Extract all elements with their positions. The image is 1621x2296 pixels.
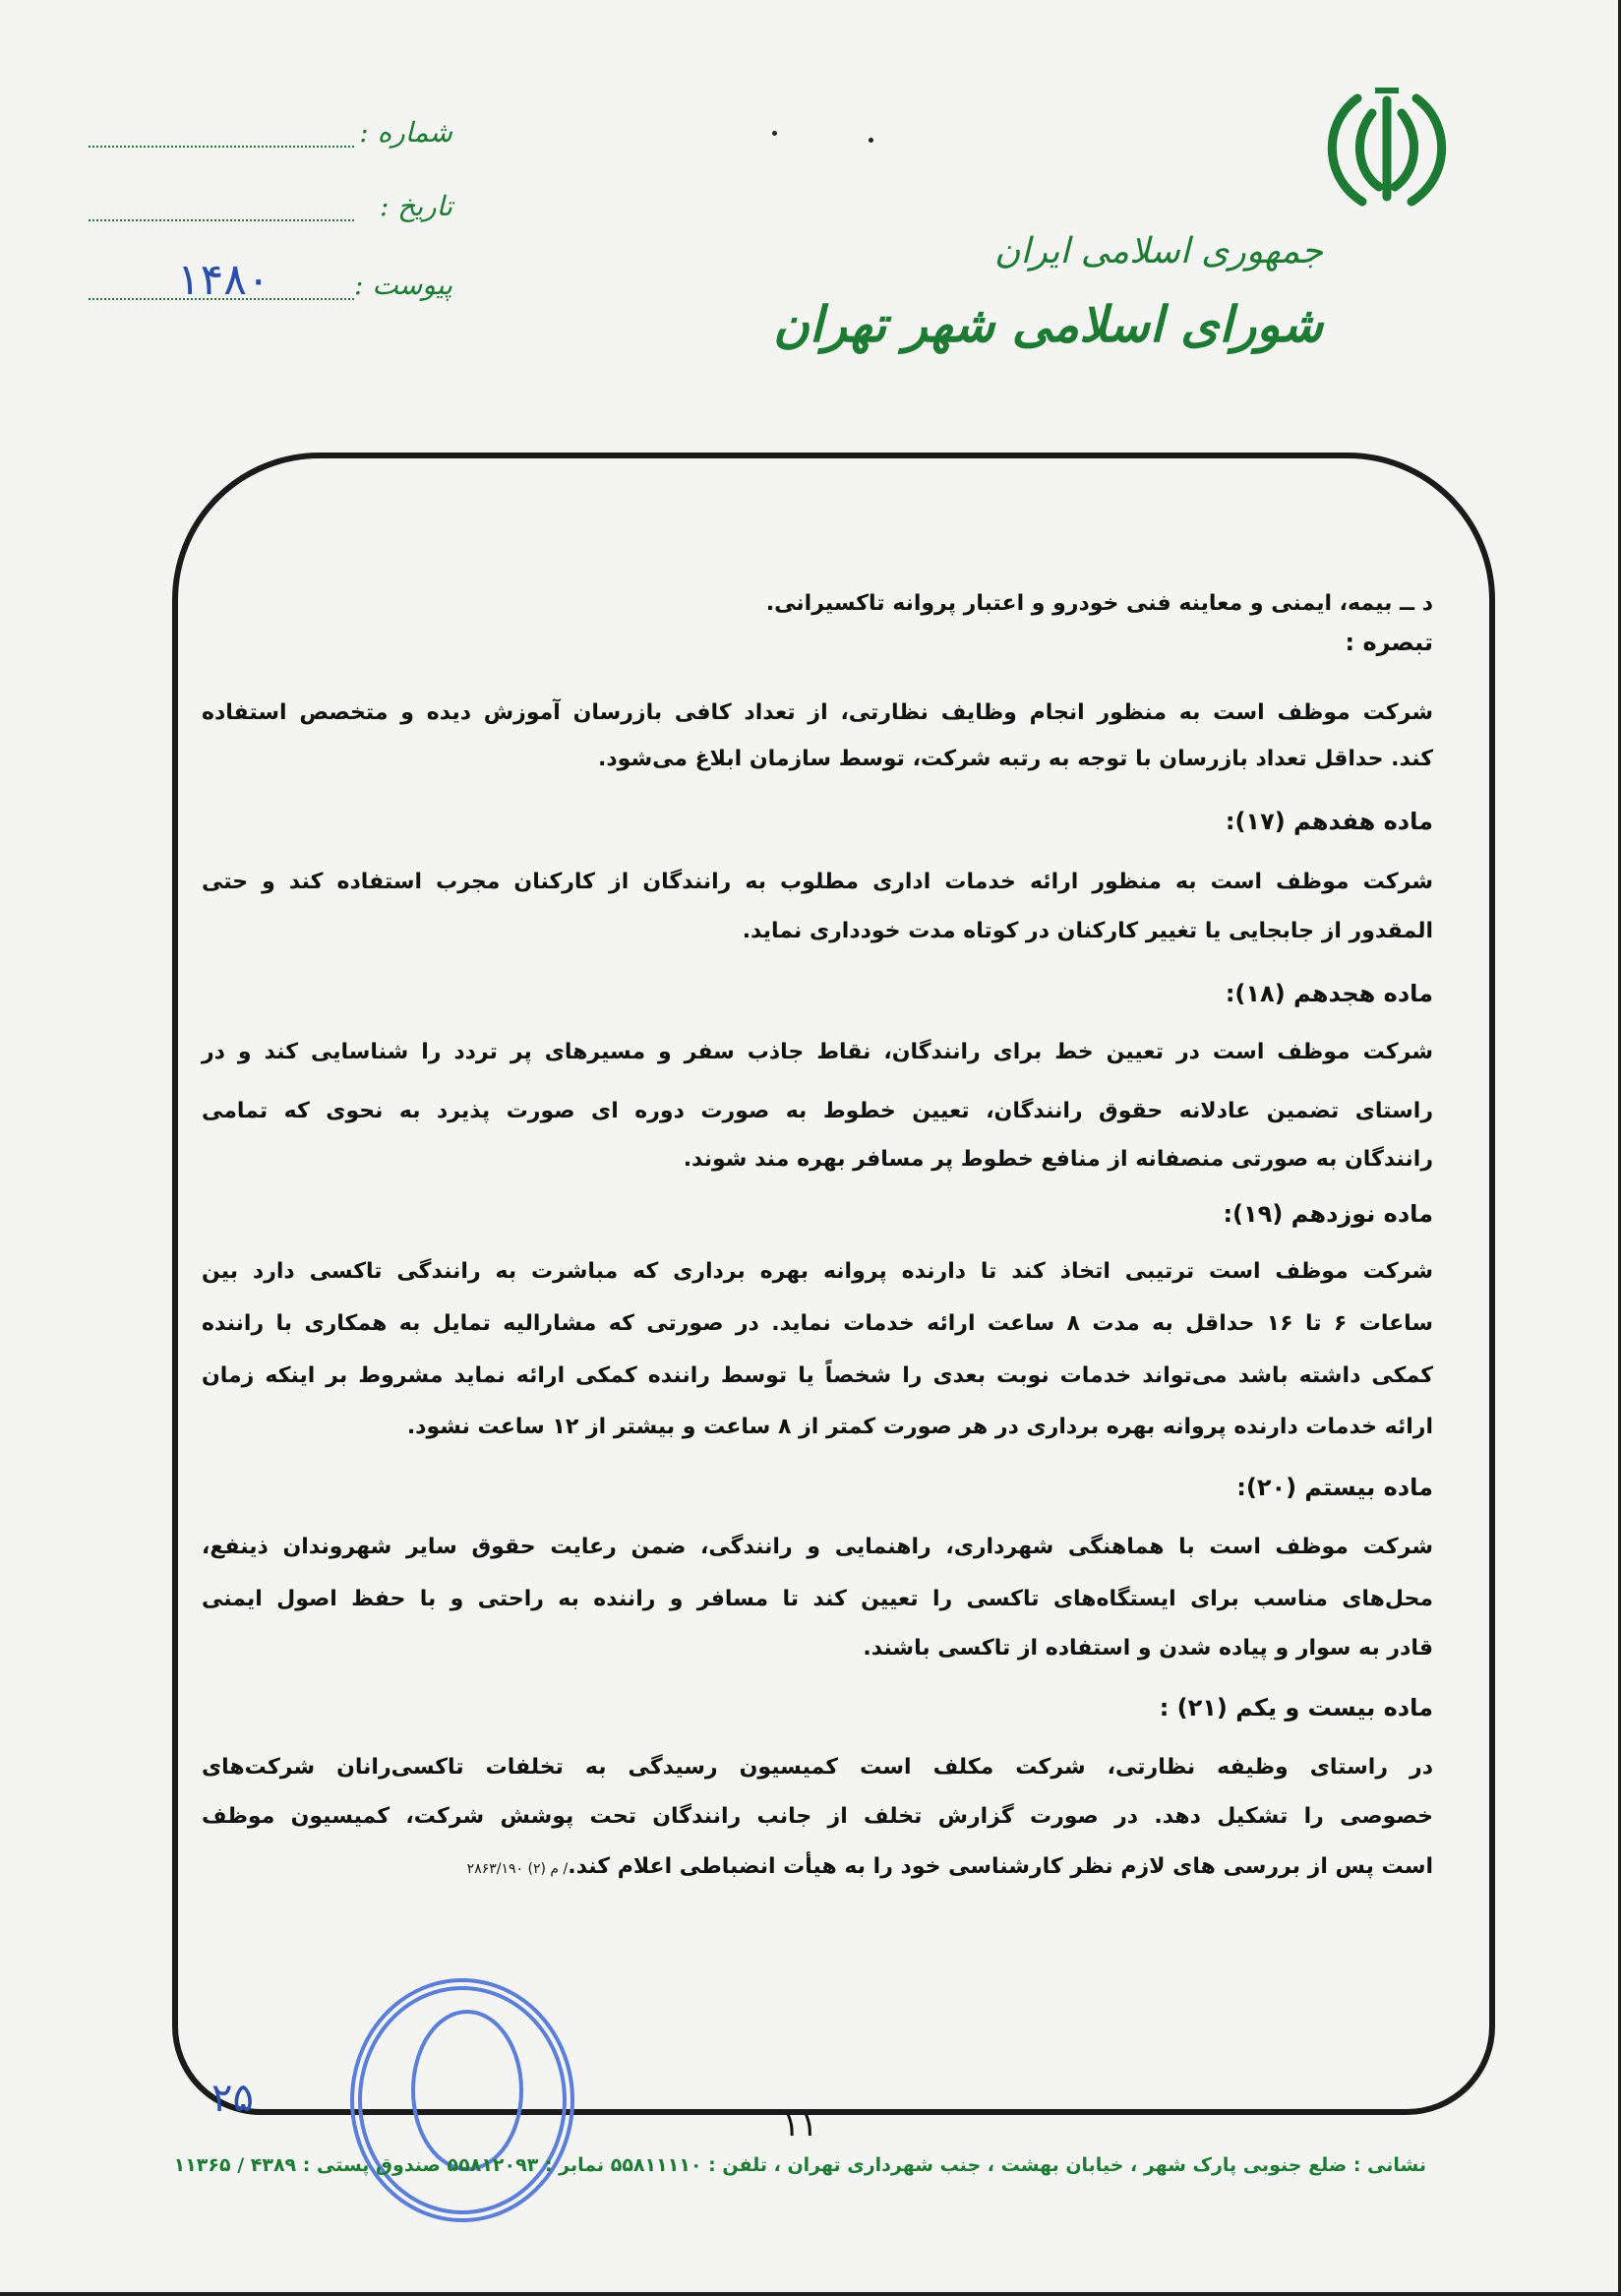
line-text: ماده هجدهم (۱۸): <box>1225 980 1433 1007</box>
line-text: کمکی داشته باشد می‌تواند خدمات نوبت بعدی را شخصاً یا توسط راننده کمکی ارائه نماید مشروط بر اینکه زمان <box>202 1363 1433 1388</box>
body-line <box>202 1751 1433 1800</box>
attachment-label: پیوست : <box>354 269 452 301</box>
line-text: شرکت موظف است به منظور ارائه خدمات اداری مطلوب به رانندگان از کارکنان مجرب استفاده کند و حتی <box>202 870 1433 894</box>
scan-speck <box>772 131 777 136</box>
body-line <box>202 1850 1433 1900</box>
body-line <box>202 1143 1433 1197</box>
line-text: محل‌های مناسب برای ایستگاه‌های تاکسی را تعیین کند تا مسافر و راننده به راحتی و با حفظ اصول ایمنی <box>202 1587 1433 1611</box>
line-text: قادر به سوار و پیاده شدن و استفاده از تاکسی باشند. <box>863 1636 1433 1661</box>
handwritten-number: ۲۵ <box>211 2076 254 2121</box>
body-line <box>202 1411 1433 1471</box>
attachment-field <box>89 255 452 308</box>
body-line <box>202 1307 1433 1359</box>
line-text: شرکت موظف است به منظور انجام وظایف نظارتی، از تعداد کافی بازرسان آموزش دیده و متخصص استفاده <box>202 700 1433 725</box>
line-text: ماده نوزدهم (۱۹): <box>1223 1200 1433 1228</box>
page-number: ۱۱ <box>782 2105 818 2145</box>
date-field <box>89 190 452 229</box>
line-text: شرکت موظف است در تعیین خط برای رانندگان، نقاط جاذب سفر و مسیرهای پر تردد را شناسایی کند و در <box>202 1040 1433 1064</box>
body-line <box>202 1531 1433 1583</box>
body-line <box>202 696 1433 743</box>
body-line <box>202 1583 1433 1632</box>
article-heading <box>202 1471 1433 1531</box>
body-line <box>202 915 1433 977</box>
body-line <box>202 1632 1433 1691</box>
article-heading <box>202 1691 1433 1751</box>
line-text: ماده هفدهم (۱۷): <box>1225 808 1433 835</box>
body-line <box>202 866 1433 915</box>
line-text: المقدور از جابجایی یا تغییر کارکنان در کوتاه مدت خودداری نماید. <box>742 919 1433 943</box>
article-heading <box>202 805 1433 866</box>
council-name: شورای اسلامی شهر تهران <box>773 295 1323 353</box>
line-text: ماده بیستم (۲۰): <box>1236 1474 1433 1501</box>
country-name: جمهوری اسلامی ایران <box>994 231 1323 272</box>
attachment-value: ۱۴۸۰ <box>177 255 270 305</box>
date-label: تاریخ : <box>379 190 452 222</box>
line-text: تبصره : <box>1345 629 1433 656</box>
article-heading <box>202 977 1433 1036</box>
date-dotted-line <box>89 219 354 221</box>
body-line <box>202 743 1433 805</box>
body-line <box>202 587 1433 626</box>
council-stamp-icon <box>344 1972 580 2228</box>
body-line <box>202 1800 1433 1850</box>
line-text: است پس از بررسی های لازم نظر کارشناسی خود را به هیأت انضباطی اعلام کند. <box>568 1854 1433 1879</box>
line-text: ارائه خدمات دارنده پروانه بهره برداری در هر صورت کمتر از ۸ ساعت و بیشتر از ۱۲ ساعت نشود. <box>406 1415 1433 1439</box>
line-text: خصوصی را تشکیل دهد. در صورت گزارش تخلف از جانب رانندگان تحت پوشش شرکت، کمیسیون موظف <box>202 1804 1433 1829</box>
article-heading <box>202 626 1433 696</box>
body-line <box>202 1359 1433 1411</box>
footer-address: نشانی : ضلع جنوبی پارک شهر ، خیابان بهشت ، جنب شهرداری تهران ، تلفن : ۵۵۸۱۱۱۱۰ نمابر : ۵۵۸۱۲۰۹۳ صندوق پستی : ۴۳۸۹ / ۱۱۳۶۵ <box>173 2154 1426 2176</box>
line-text: ساعات ۶ تا ۱۶ حداقل به مدت ۸ ساعت ارائه خدمات نماید. در صورتی که مشارالیه تمایل به همکاری با راننده <box>202 1311 1434 1336</box>
reference-code: / م (۲) ۲۸۶۳/۱۹۰ <box>466 1861 569 1877</box>
number-field <box>89 116 452 155</box>
line-text: شرکت موظف است ترتیبی اتخاذ کند تا دارنده پروانه بهره برداری که مباشرت به رانندگی تاکسی دارد بین <box>202 1259 1433 1284</box>
body-text <box>202 587 1433 1900</box>
iran-emblem-icon <box>1318 79 1456 216</box>
line-text: رانندگان به صورتی منصفانه از منافع خطوط پر مسافر بهره مند شوند. <box>683 1147 1433 1172</box>
line-text: ماده بیست و یکم (۲۱) : <box>1159 1694 1433 1722</box>
number-dotted-line <box>89 146 354 148</box>
body-line <box>202 1255 1433 1307</box>
line-text: راستای تضمین عادلانه حقوق رانندگان، تعیین خطوط به صورت دوره ای صورت پذیرد به نحوی که تمامی <box>202 1099 1433 1123</box>
line-text: شرکت موظف است با هماهنگی شهرداری، راهنمایی و رانندگی، ضمن رعایت حقوق سایر شهروندان ذینفع، <box>202 1535 1433 1559</box>
line-text: د ــ بیمه، ایمنی و معاینه فنی خودرو و اعتبار پروانه تاکسیرانی. <box>765 591 1433 616</box>
line-text: کند. حداقل تعداد بازرسان با توجه به رتبه شرکت، توسط سازمان ابلاغ می‌شود. <box>598 747 1433 771</box>
line-text: در راستای وظیفه نظارتی، شرکت مکلف است کمیسیون رسیدگی به تخلفات تاکسی‌رانان شرکت‌های <box>202 1755 1433 1780</box>
number-label: شماره : <box>359 116 452 149</box>
scan-speck <box>869 138 873 143</box>
body-line <box>202 1095 1433 1143</box>
article-heading <box>202 1197 1433 1255</box>
body-line <box>202 1036 1433 1095</box>
